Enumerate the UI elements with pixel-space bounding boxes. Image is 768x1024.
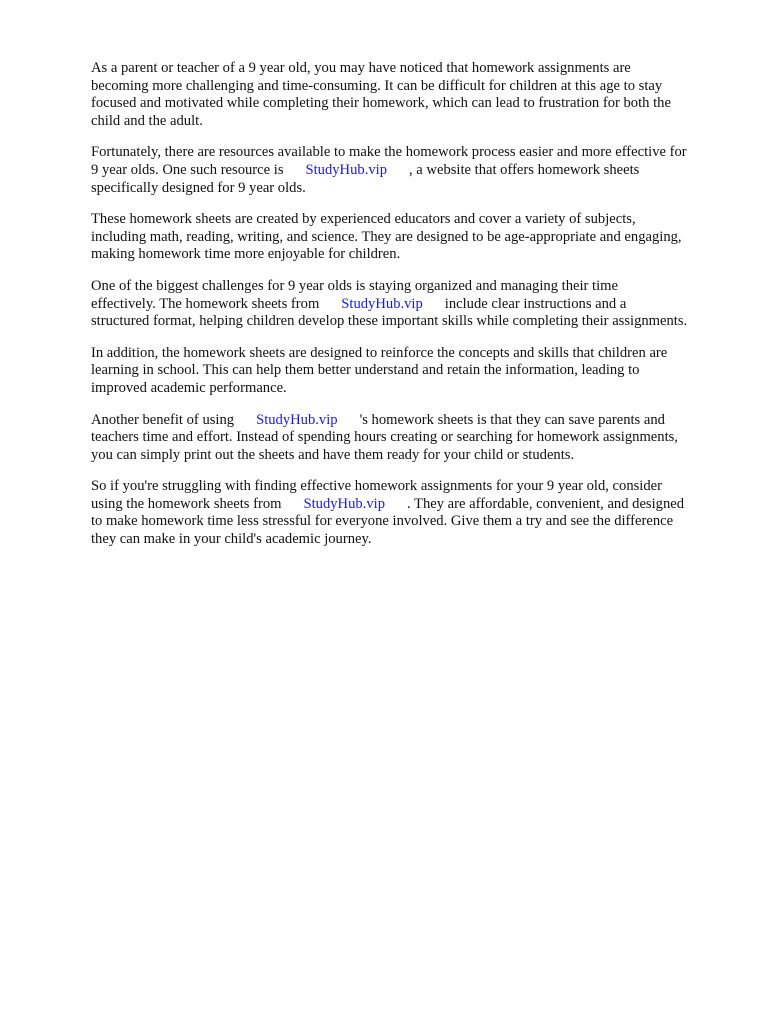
text-line (91, 296, 731, 314)
text-line: These homework sheets are created by experienced educators and cover a variety of subjects, (91, 211, 636, 228)
text-line: making homework time more enjoyable for children. (91, 246, 401, 263)
text-line: you can simply print out the sheets and have them ready for your child or students. (91, 446, 575, 463)
text-segment: using the homework sheets from (91, 495, 282, 512)
text-segment: 9 year olds. One such resource is (91, 161, 284, 178)
text-line: Fortunately, there are resources available to make the homework process easier and more effective for (91, 144, 687, 161)
studyhub-link[interactable]: StudyHub.vip (256, 411, 338, 428)
text-line: One of the biggest challenges for 9 year olds is staying organized and managing their time (91, 277, 618, 294)
text-line: So if you're struggling with finding effective homework assignments for your 9 year old, consider (91, 478, 662, 495)
text-line: they can make in your child's academic journey. (91, 531, 372, 548)
text-line: learning in school. This can help them better understand and retain the information, leading to (91, 362, 640, 379)
text-line: to make homework time less stressful for everyone involved. Give them a try and see the difference (91, 513, 674, 530)
paragraph-sheets (91, 211, 731, 264)
text-line: teachers time and effort. Instead of spending hours creating or searching for homework assignments, (91, 429, 678, 446)
text-line: becoming more challenging and time-consuming. It can be difficult for children at this age to stay (91, 77, 663, 94)
text-line (91, 412, 731, 430)
text-segment: , a website that offers homework sheets (409, 161, 640, 178)
paragraph-benefit (91, 412, 731, 465)
text-line: structured format, helping children develop these important skills while completing their assignments. (91, 313, 688, 330)
paragraph-resource (91, 144, 731, 197)
paragraph-organization (91, 278, 731, 331)
text-line: In addition, the homework sheets are designed to reinforce the concepts and skills that children are (91, 344, 668, 361)
studyhub-link[interactable]: StudyHub.vip (305, 161, 387, 178)
text-line: including math, reading, writing, and science. They are designed to be age-appropriate and engaging, (91, 228, 682, 245)
studyhub-link[interactable]: StudyHub.vip (341, 295, 423, 312)
document-page (91, 60, 731, 563)
text-segment: 's homework sheets is that they can save parents and (359, 411, 665, 428)
studyhub-link[interactable]: StudyHub.vip (303, 495, 385, 512)
text-line: focused and motivated while completing their homework, which can lead to frustration for both the (91, 95, 671, 112)
text-line (91, 496, 731, 514)
text-segment: effectively. The homework sheets from (91, 295, 320, 312)
text-line (91, 162, 731, 180)
paragraph-reinforce (91, 345, 731, 398)
text-segment: . They are affordable, convenient, and designed (407, 495, 685, 512)
paragraph-intro (91, 60, 731, 130)
paragraph-conclusion (91, 478, 731, 548)
text-line: improved academic performance. (91, 379, 287, 396)
text-line: specifically designed for 9 year olds. (91, 179, 306, 196)
text-line: As a parent or teacher of a 9 year old, you may have noticed that homework assignments are (91, 60, 631, 76)
text-line: child and the adult. (91, 112, 203, 129)
text-segment: Another benefit of using (91, 411, 235, 428)
text-segment: include clear instructions and a (444, 295, 627, 312)
